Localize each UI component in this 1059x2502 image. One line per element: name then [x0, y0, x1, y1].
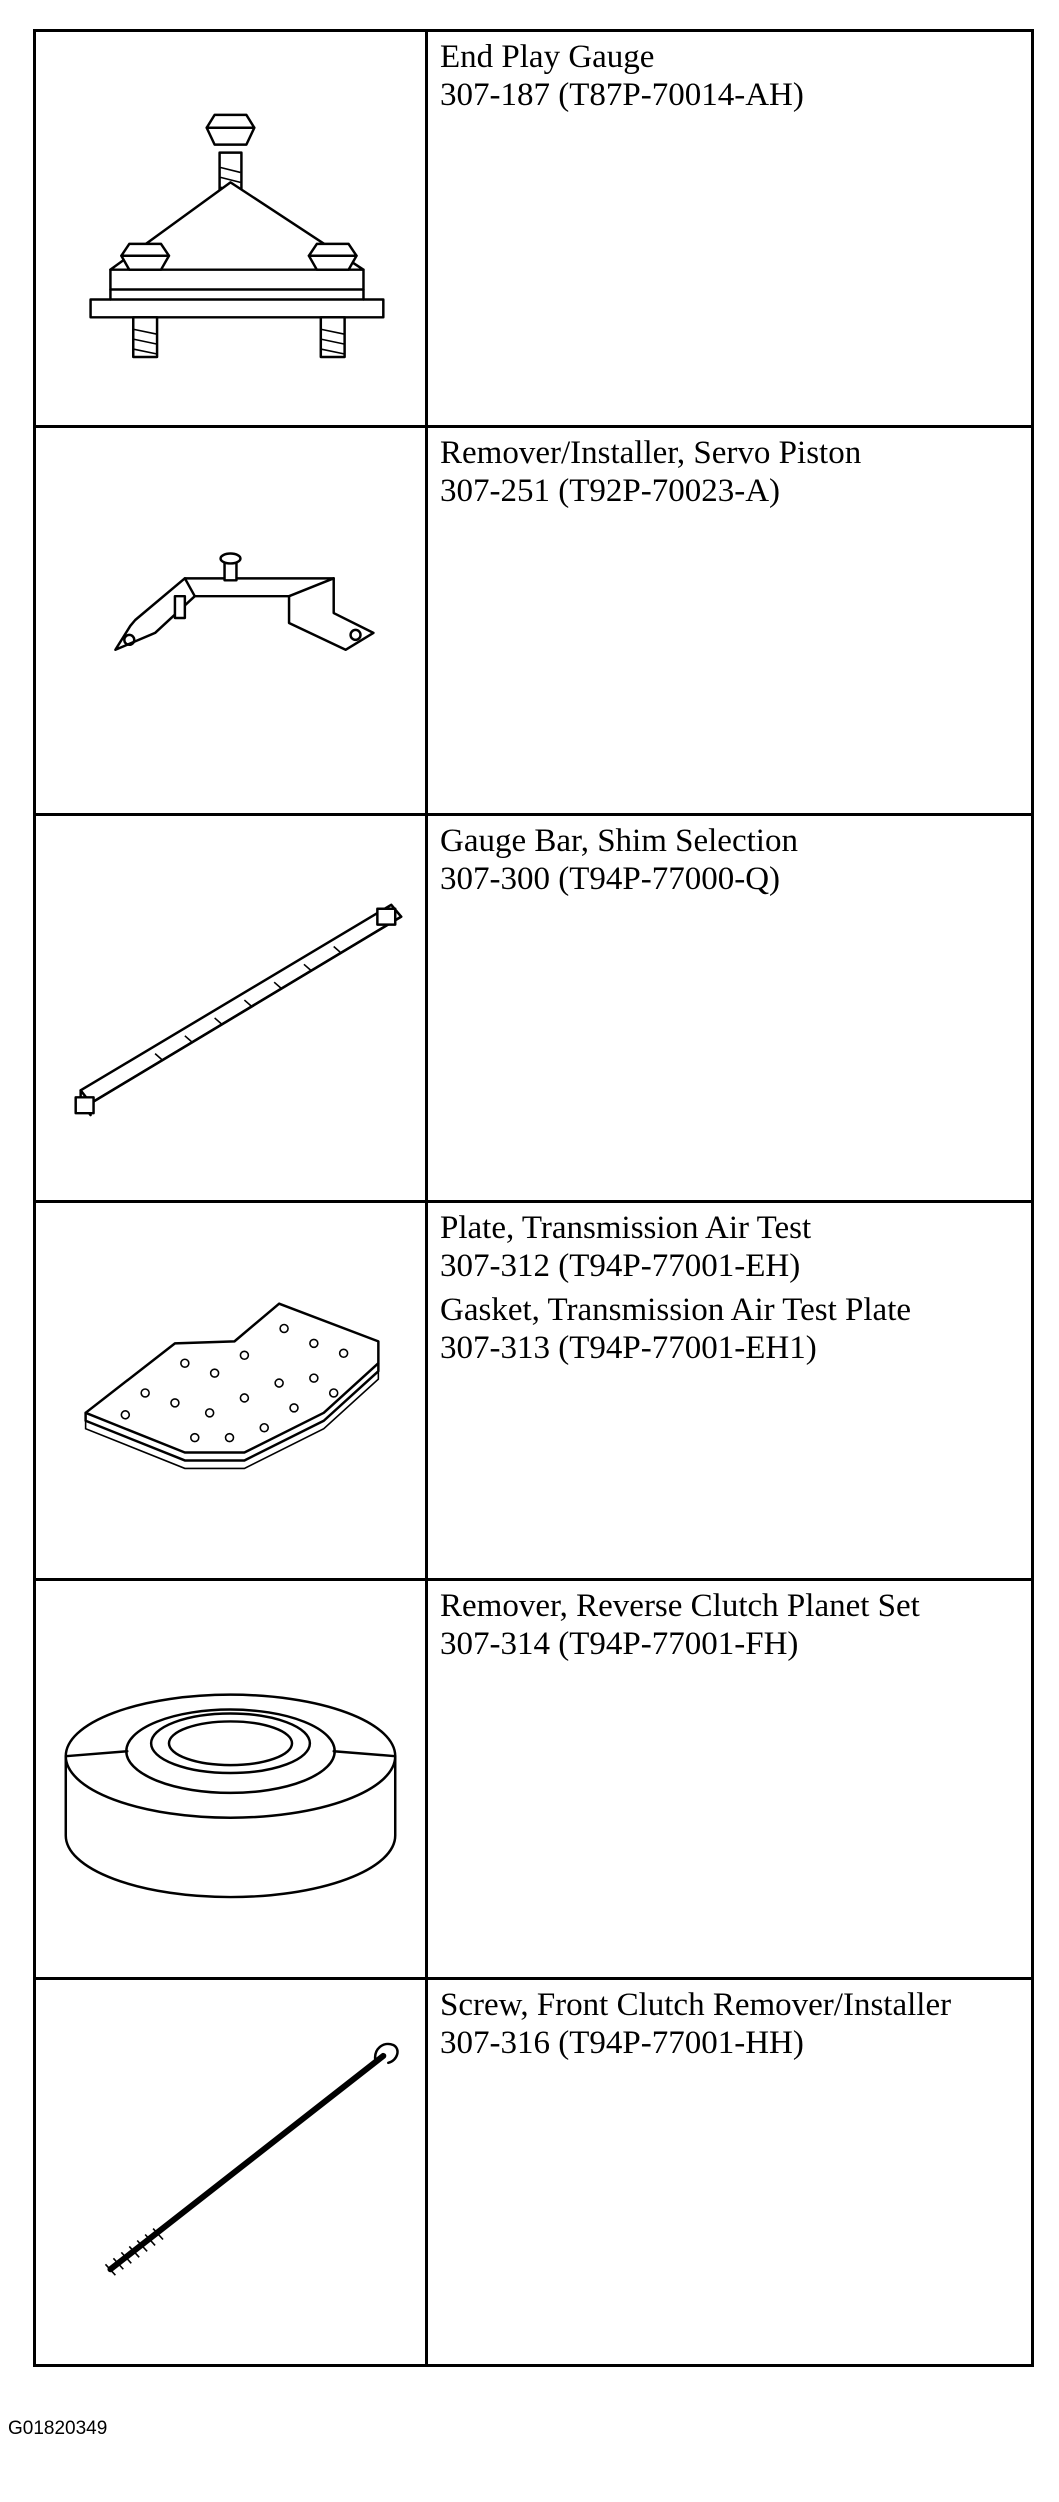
tool-entry	[440, 822, 1021, 898]
tool-entry	[440, 434, 1021, 510]
tool-name: Remover/Installer, Servo Piston	[440, 435, 862, 471]
tool-description	[428, 1203, 1031, 1578]
tool-entry	[440, 1291, 1021, 1367]
figure-id: G01820349	[8, 2418, 108, 2439]
tool-part-number: 307-314 (T94P-77001-FH)	[440, 1626, 799, 1662]
tool-name: Gasket, Transmission Air Test Plate	[440, 1292, 912, 1328]
tool-part-number: 307-187 (T87P-70014-AH)	[440, 77, 804, 113]
tool-part-number: 307-316 (T94P-77001-HH)	[440, 2025, 804, 2061]
tool-name: Remover, Reverse Clutch Planet Set	[440, 1588, 920, 1624]
air-test-plate-icon	[36, 1203, 428, 1578]
tool-description	[428, 1581, 1031, 1977]
tool-name: Plate, Transmission Air Test	[440, 1210, 812, 1246]
tool-entry	[440, 1209, 1021, 1285]
tool-row	[36, 1203, 1031, 1581]
tool-row	[36, 1581, 1031, 1980]
gauge-bar-icon	[36, 816, 428, 1200]
tool-part-number: 307-312 (T94P-77001-EH)	[440, 1248, 801, 1284]
tool-part-number: 307-300 (T94P-77000-Q)	[440, 861, 781, 897]
tool-description	[428, 428, 1031, 813]
servo-piston-tool-icon	[36, 428, 428, 813]
tool-description	[428, 816, 1031, 1200]
tool-name: Screw, Front Clutch Remover/Installer	[440, 1987, 952, 2023]
tool-row	[36, 428, 1031, 816]
tool-row	[36, 816, 1031, 1203]
tool-name: End Play Gauge	[440, 39, 655, 75]
tool-row	[36, 32, 1031, 428]
tool-entry	[440, 1986, 1021, 2062]
tool-part-number: 307-251 (T92P-70023-A)	[440, 473, 781, 509]
tool-row	[36, 1980, 1031, 2364]
tool-description	[428, 1980, 1031, 2364]
end-play-gauge-icon	[36, 32, 428, 425]
special-tools-table	[33, 29, 1034, 2367]
tool-entry	[440, 38, 1021, 114]
tool-name: Gauge Bar, Shim Selection	[440, 823, 798, 859]
front-clutch-screw-icon	[36, 1980, 428, 2364]
tool-description	[428, 32, 1031, 425]
tool-entry	[440, 1587, 1021, 1663]
clutch-planet-remover-icon	[36, 1581, 428, 1977]
tool-part-number: 307-313 (T94P-77001-EH1)	[440, 1330, 817, 1366]
